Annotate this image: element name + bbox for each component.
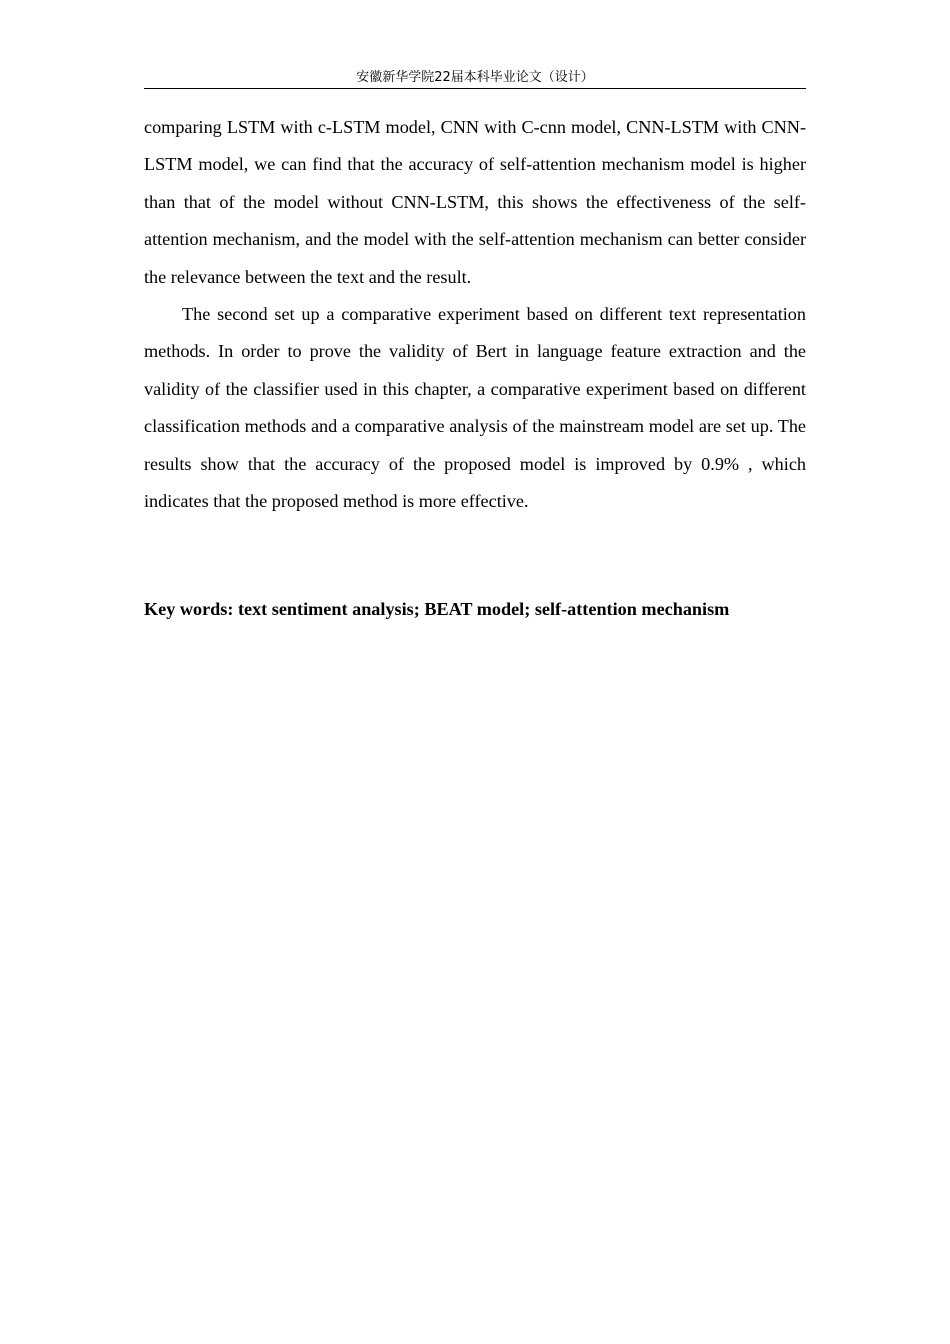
running-header: 安徽新华学院22届本科毕业论文（设计） bbox=[144, 68, 806, 89]
keywords-line: Key words: text sentiment analysis; BEAT model; self-attention mechanism bbox=[144, 599, 730, 619]
abstract-paragraph-1: comparing LSTM with c-LSTM model, CNN with C-cnn model, CNN-LSTM with CNN-LSTM model, we can find that the accuracy of self-attention mechanism model is higher than that of the model without CNN-LSTM, this shows the effectiveness of the self-attention mechanism, and the model with the self-attention mechanism can better consider the relevance between the text and the result. bbox=[144, 117, 806, 287]
abstract-body bbox=[144, 109, 806, 520]
abstract-paragraph-2: The second set up a comparative experiment based on different text representation methods. In order to prove the validity of Bert in language feature extraction and the validity of the classifier used in this chapter, a comparative experiment based on different classification methods and a comparative analysis of the mainstream model are set up. The results show that the accuracy of the proposed model is improved by 0.9% , which indicates that the proposed method is more effective. bbox=[144, 304, 806, 512]
